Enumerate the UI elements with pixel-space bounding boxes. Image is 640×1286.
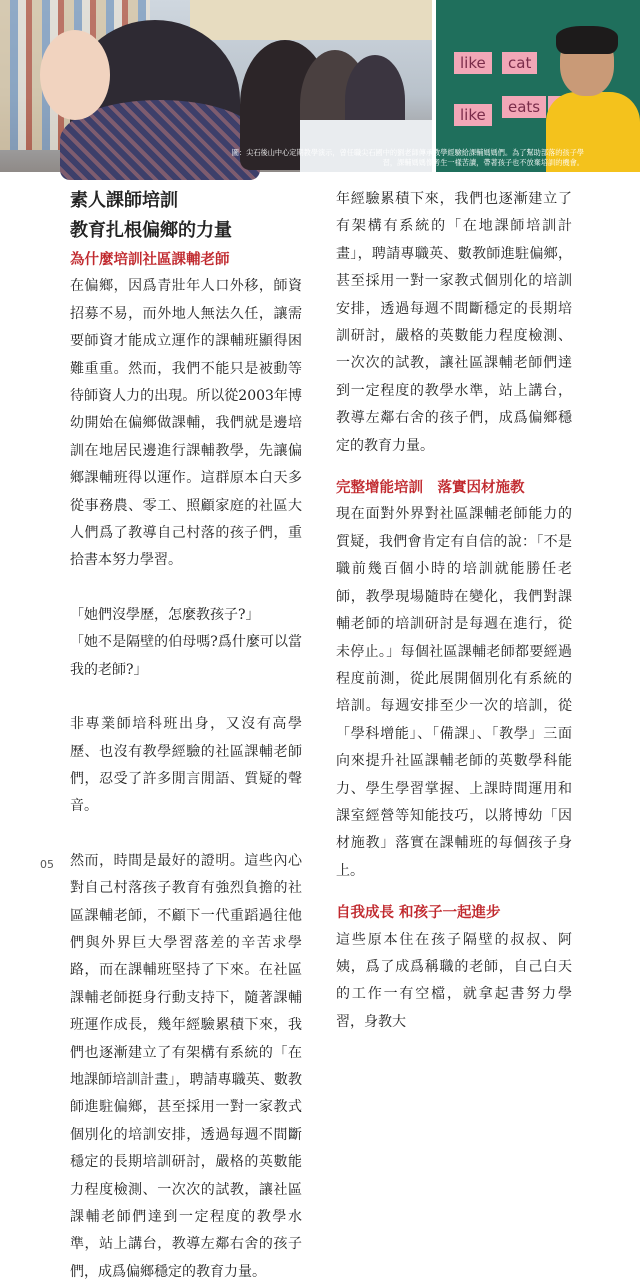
page-number: 05 [40, 858, 54, 871]
teacher-hair [556, 26, 618, 54]
quote-line: 「她們沒學歷，怎麼教孩子?」 [70, 606, 260, 623]
word-card: like [454, 104, 492, 126]
quote-line: 「她不是隔壁的伯母嗎?爲什麼可以當我的老師?」 [70, 634, 302, 678]
body-paragraph: 這些原本住在孩子隔壁的叔叔、阿姨，爲了成爲稱職的老師，自己白天的工作一有空檔，就拿起書努力學習，身教大 [336, 931, 572, 1030]
right-column [336, 186, 572, 1036]
section-heading-self-growth: 自我成長 和孩子一起進步 [336, 904, 501, 922]
body-paragraph: 在偏鄉，因爲青壯年人口外移，師資招募不易，而外地人無法久任，讓需要師資才能成立運作的課輔班顯得困難重重。然而，我們不能只是被動等待師資人力的出現。所以從2003年博幼開始在偏鄉做課輔，我們就是邊培訓在地居民邊進行課輔教學，先讓偏鄉課輔班得以運作。這群原本白天多從事務農、零工、照顧家庭的社區大人們爲了教導自己村落的孩子們，重拾書本努力學習。 [70, 278, 302, 569]
section-heading-complete-training: 完整增能培訓 落實因材施教 [336, 479, 525, 497]
body-paragraph: 非專業師培科班出身，又沒有高學歷、也沒有教學經驗的社區課輔老師們，忍受了許多閒言閒語、質疑的聲音。 [70, 716, 302, 815]
body-paragraph: 然而，時間是最好的證明。這些內心對自己村落孩子教育有強烈負擔的社區課輔老師，不顧下一代重蹈過往他們與外界巨大學習落差的辛苦求學路，而在課輔班堅持了下來。在社區課輔老師挺身行動支持下，隨著課輔班運作成長，幾年經驗累積下來，我們也逐漸建立了有架構有系統的「在地課師培訓計畫」，聘請專職英、數教師進駐偏鄉，甚至採用一對一家教式個別化的培訓安排，透過每週不間斷穩定的長期培訓研討，嚴格的英數能力程度檢測、一次次的試教，讓社區課輔老師們達到一定程度的教學水準，站上講台，教導左鄰右舍的孩子們，成爲偏鄉穩定的教育力量。 [70, 852, 302, 1280]
word-card: like [454, 52, 492, 74]
section-heading-why-train: 為什麼培訓社區課輔老師 [70, 251, 230, 268]
word-card: cat [502, 52, 537, 74]
photo-caption: 圖：尖石後山中心定期教學演示，曾任職尖石國中的劉老師傳承教學經驗給課輔媽媽們。為了幫助部落的孩子學習，課輔媽媽像考生一樣苦讀，帶著孩子也不放棄培訓的機會。 [231, 148, 584, 167]
bulletin-board [190, 0, 432, 40]
header-photo [0, 0, 640, 172]
left-column [70, 186, 302, 1280]
word-card: eats [502, 96, 546, 118]
body-paragraph: 現在面對外界對社區課輔老師能力的質疑，我們會肯定有自信的說：「不是職前幾百個小時的培訓就能勝任老師，教學現場隨時在變化，我們對課輔老師的培訓研討是每週在進行，從未停止。」每個社區課輔老師都要經過程度前測，從此展開個別化有系統的培訓。每週安排至少一次的培訓，從「學科增能」、「備課」、「教學」三面向來提升社區課輔老師的英數學科能力、學生學習掌握、上課時間運用和課室經營等知能技巧，以將博幼「因材施教」落實在課輔班的每個孩子身上。 [336, 506, 572, 879]
article-title-line-2: 教育扎根偏鄉的力量 [70, 220, 232, 241]
body-paragraph-continued: 年經驗累積下來，我們也逐漸建立了有架構有系統的「在地課師培訓計畫」，聘請專職英、數教師進駐偏鄉，甚至採用一對一家教式個別化的培訓安排，透過每週不間斷穩定的長期培訓研討，嚴格的英數能力程度檢測、一次次的試教，讓社區課輔老師們達到一定程度的教學水準，站上講台，教導左鄰右舍的孩子們，成爲偏鄉穩定的教育力量。 [336, 191, 572, 454]
baby-figure [40, 30, 110, 120]
article-title-line-1: 素人課師培訓 [70, 190, 178, 211]
classroom-photo [0, 0, 432, 172]
